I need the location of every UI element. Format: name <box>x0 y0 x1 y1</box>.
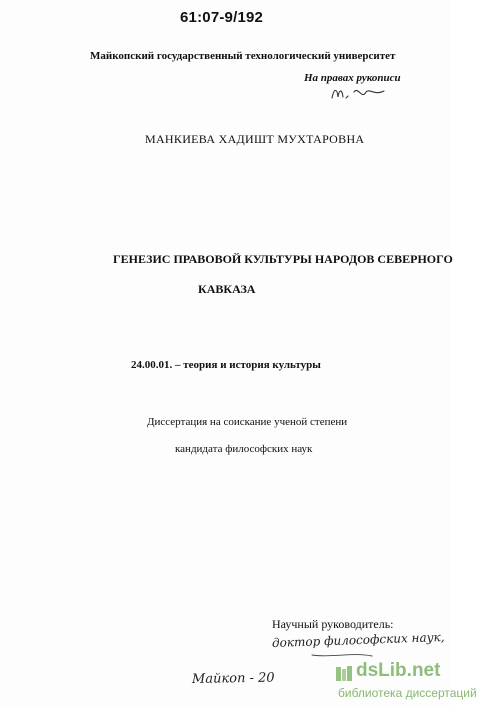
degree-statement-line-1: Диссертация на соискание ученой степени <box>147 416 348 428</box>
manuscript-rights-note: На правах рукописи <box>304 72 401 84</box>
book-logo-icon <box>334 664 354 684</box>
signature-mark <box>328 82 388 104</box>
degree-statement-line-2: кандидата философских наук <box>175 443 313 455</box>
thesis-title-line-2: КАВКАЗА <box>198 282 256 296</box>
catalog-code: 61:07-9/192 <box>180 9 264 26</box>
supervisor-handwritten-title: доктор философских наук, <box>271 629 445 650</box>
author-name: МАНКИЕВА ХАДИШТ МУХТАРОВНА <box>145 132 365 146</box>
specialty-code: 24.00.01. – теория и история культуры <box>131 359 321 371</box>
watermark-site-name: dsLib.net <box>356 660 441 681</box>
thesis-title-line-1: ГЕНЕЗИС ПРАВОВОЙ КУЛЬТУРЫ НАРОДОВ СЕВЕРНОГО <box>113 252 453 266</box>
watermark-subtitle: библиотека диссертаций <box>338 686 477 700</box>
watermark <box>338 660 477 706</box>
city-year-handwritten: Майкоп - 20 <box>191 670 275 687</box>
supervisor-label: Научный руководитель: <box>272 617 394 631</box>
university-name: Майкопский государственный технологический университет <box>90 50 396 62</box>
